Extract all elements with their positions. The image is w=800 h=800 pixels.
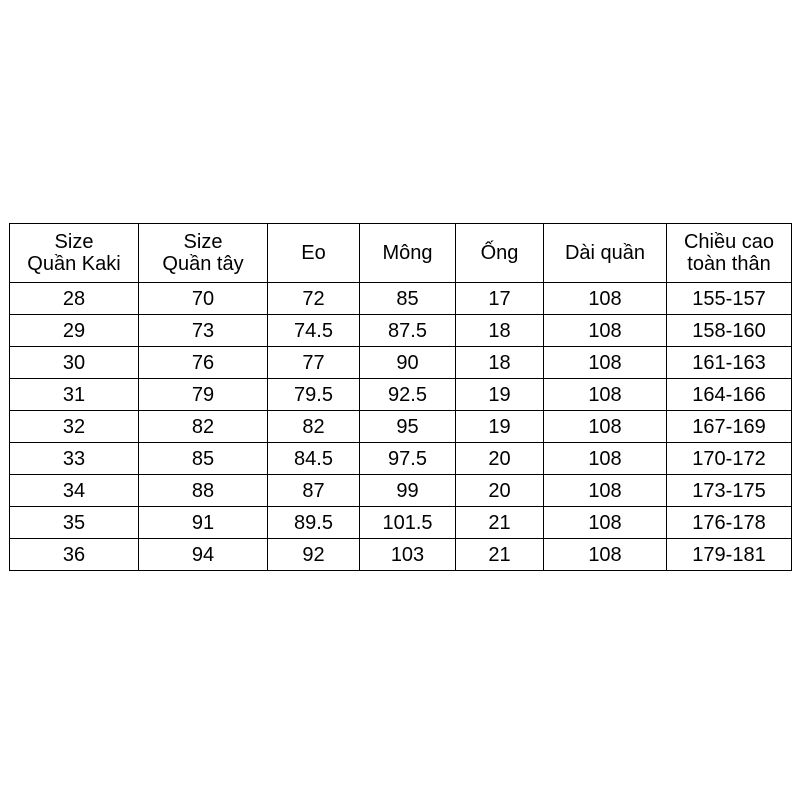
table-row bbox=[10, 539, 792, 571]
cell-eo: 92 bbox=[268, 539, 360, 571]
cell-mong: 97.5 bbox=[360, 443, 456, 475]
cell-size-tay: 76 bbox=[139, 347, 268, 379]
cell-eo: 74.5 bbox=[268, 315, 360, 347]
cell-mong: 92.5 bbox=[360, 379, 456, 411]
cell-dai-quan: 108 bbox=[544, 539, 667, 571]
cell-size-tay: 70 bbox=[139, 283, 268, 315]
table-row bbox=[10, 315, 792, 347]
cell-size-tay: 94 bbox=[139, 539, 268, 571]
cell-mong: 95 bbox=[360, 411, 456, 443]
cell-ong: 18 bbox=[456, 347, 544, 379]
cell-ong: 20 bbox=[456, 443, 544, 475]
cell-dai-quan: 108 bbox=[544, 443, 667, 475]
cell-eo: 77 bbox=[268, 347, 360, 379]
cell-chieu-cao: 176-178 bbox=[667, 507, 792, 539]
cell-dai-quan: 108 bbox=[544, 411, 667, 443]
cell-mong: 99 bbox=[360, 475, 456, 507]
cell-size-tay: 79 bbox=[139, 379, 268, 411]
header-text: Eo bbox=[301, 242, 326, 264]
cell-size-kaki: 31 bbox=[10, 379, 139, 411]
cell-dai-quan: 108 bbox=[544, 475, 667, 507]
cell-eo: 72 bbox=[268, 283, 360, 315]
cell-size-kaki: 30 bbox=[10, 347, 139, 379]
cell-size-kaki: 29 bbox=[10, 315, 139, 347]
header-text: Mông bbox=[382, 242, 433, 264]
cell-dai-quan: 108 bbox=[544, 347, 667, 379]
cell-size-tay: 91 bbox=[139, 507, 268, 539]
cell-mong: 103 bbox=[360, 539, 456, 571]
header-text: Quần Kaki bbox=[27, 253, 121, 275]
cell-chieu-cao: 173-175 bbox=[667, 475, 792, 507]
header-text: Size bbox=[54, 231, 94, 253]
cell-size-kaki: 32 bbox=[10, 411, 139, 443]
header-eo bbox=[268, 224, 360, 283]
cell-size-kaki: 33 bbox=[10, 443, 139, 475]
header-dai-quan bbox=[544, 224, 667, 283]
table-row bbox=[10, 411, 792, 443]
header-size-tay bbox=[139, 224, 268, 283]
header-text: toàn thân bbox=[687, 253, 771, 275]
cell-dai-quan: 108 bbox=[544, 283, 667, 315]
cell-size-tay: 88 bbox=[139, 475, 268, 507]
table-row bbox=[10, 475, 792, 507]
cell-dai-quan: 108 bbox=[544, 379, 667, 411]
cell-chieu-cao: 179-181 bbox=[667, 539, 792, 571]
header-text: Ống bbox=[480, 242, 519, 264]
table-row bbox=[10, 347, 792, 379]
cell-size-tay: 73 bbox=[139, 315, 268, 347]
cell-eo: 87 bbox=[268, 475, 360, 507]
header-text: Size bbox=[183, 231, 223, 253]
header-mong bbox=[360, 224, 456, 283]
cell-eo: 82 bbox=[268, 411, 360, 443]
header-size-kaki bbox=[10, 224, 139, 283]
cell-eo: 89.5 bbox=[268, 507, 360, 539]
cell-size-tay: 82 bbox=[139, 411, 268, 443]
cell-size-kaki: 34 bbox=[10, 475, 139, 507]
cell-ong: 17 bbox=[456, 283, 544, 315]
cell-chieu-cao: 170-172 bbox=[667, 443, 792, 475]
cell-eo: 84.5 bbox=[268, 443, 360, 475]
header-ong bbox=[456, 224, 544, 283]
cell-mong: 87.5 bbox=[360, 315, 456, 347]
cell-chieu-cao: 167-169 bbox=[667, 411, 792, 443]
cell-size-kaki: 28 bbox=[10, 283, 139, 315]
cell-ong: 20 bbox=[456, 475, 544, 507]
cell-ong: 19 bbox=[456, 379, 544, 411]
size-chart-table bbox=[9, 223, 792, 571]
cell-mong: 90 bbox=[360, 347, 456, 379]
cell-size-kaki: 36 bbox=[10, 539, 139, 571]
cell-size-kaki: 35 bbox=[10, 507, 139, 539]
cell-ong: 21 bbox=[456, 539, 544, 571]
cell-dai-quan: 108 bbox=[544, 315, 667, 347]
table-row bbox=[10, 443, 792, 475]
cell-chieu-cao: 164-166 bbox=[667, 379, 792, 411]
header-text: Dài quần bbox=[564, 242, 646, 264]
cell-eo: 79.5 bbox=[268, 379, 360, 411]
header-chieu-cao bbox=[667, 224, 792, 283]
cell-chieu-cao: 155-157 bbox=[667, 283, 792, 315]
header-text: Quần tây bbox=[162, 253, 244, 275]
cell-chieu-cao: 158-160 bbox=[667, 315, 792, 347]
cell-chieu-cao: 161-163 bbox=[667, 347, 792, 379]
table-row bbox=[10, 507, 792, 539]
cell-size-tay: 85 bbox=[139, 443, 268, 475]
header-text: Chiều cao bbox=[683, 231, 775, 253]
cell-mong: 101.5 bbox=[360, 507, 456, 539]
cell-ong: 21 bbox=[456, 507, 544, 539]
table-row bbox=[10, 379, 792, 411]
table-row bbox=[10, 283, 792, 315]
cell-mong: 85 bbox=[360, 283, 456, 315]
cell-dai-quan: 108 bbox=[544, 507, 667, 539]
cell-ong: 18 bbox=[456, 315, 544, 347]
header-row bbox=[10, 224, 792, 283]
cell-ong: 19 bbox=[456, 411, 544, 443]
